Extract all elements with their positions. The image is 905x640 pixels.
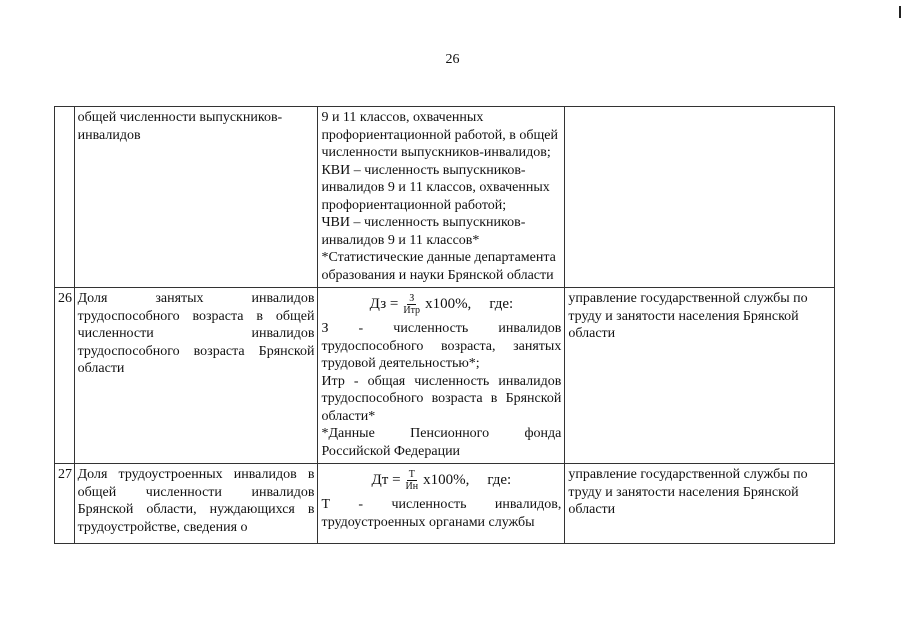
indicator-name: Доля трудоустроенных инвалидов в общей численности инвалидов Брянской области, нуждающихся в трудоустройстве, сведения о bbox=[77, 467, 315, 535]
formula-rhs: x100%, bbox=[425, 295, 472, 312]
formula-numerator: Т bbox=[408, 469, 415, 480]
formula bbox=[321, 293, 561, 316]
calc-line: Итр - общая численность инвалидов трудоспособного возраста в Брянской области* bbox=[321, 373, 562, 424]
row-number: 27 bbox=[58, 467, 72, 482]
page-number: 26 bbox=[445, 52, 460, 67]
indicator-name-cell bbox=[74, 288, 318, 464]
calc-line: 9 и 11 классов, охваченных профориентационной работой, в общей численности выпускников-инвалидов; bbox=[321, 110, 558, 160]
formula-lhs: Дз = bbox=[369, 295, 399, 312]
row-number-cell bbox=[55, 107, 75, 288]
calc-footnote: *Статистические данные департамента образования и науки Брянской области bbox=[321, 250, 556, 283]
indicator-name: Доля занятых инвалидов трудоспособного возраста в общей численности инвалидов трудоспособного возраста Брянской области bbox=[77, 291, 315, 376]
table-row-26 bbox=[55, 288, 835, 464]
calc-line: Т - численность инвалидов, трудоустроенных органами службы bbox=[321, 497, 562, 530]
responsible-cell bbox=[565, 464, 835, 544]
formula-numerator: З bbox=[409, 293, 415, 304]
calc-line: ЧВИ – численность выпускников-инвалидов 9 и 11 классов* bbox=[321, 215, 526, 248]
responsible-text: управление государственной службы по труду и занятости населения Брянской области bbox=[568, 467, 808, 517]
row-number-cell bbox=[55, 288, 75, 464]
calc-footnote: *Данные Пенсионного фонда Российской Федерации bbox=[321, 426, 562, 459]
table-row-27 bbox=[55, 464, 835, 544]
formula-fraction bbox=[404, 469, 421, 492]
formula-rhs: x100%, bbox=[423, 471, 470, 488]
formula-lhs: Дт = bbox=[371, 471, 401, 488]
indicator-name-cell bbox=[74, 464, 318, 544]
table-row-continuation bbox=[55, 107, 835, 288]
row-number-cell bbox=[55, 464, 75, 544]
calc-line: КВИ – численность выпускников-инвалидов 9 и 11 классов, охваченных профориентационной работой; bbox=[321, 162, 550, 213]
formula bbox=[321, 469, 561, 492]
indicator-name: общей численности выпускников-инвалидов bbox=[77, 110, 283, 143]
calculation-cell bbox=[318, 107, 565, 288]
calculation-cell bbox=[318, 288, 565, 464]
calculation-cell bbox=[318, 464, 565, 544]
scan-edge-mark bbox=[899, 6, 901, 18]
indicator-name-cell bbox=[74, 107, 318, 288]
row-number: 26 bbox=[58, 291, 72, 306]
responsible-cell bbox=[565, 107, 835, 288]
formula-denominator: Ин bbox=[405, 481, 419, 492]
formula-denominator: Итр bbox=[403, 305, 421, 316]
calc-line: З - численность инвалидов трудоспособного возраста, занятых трудовой деятельностью*; bbox=[321, 321, 562, 371]
formula-fraction bbox=[401, 293, 422, 316]
responsible-cell bbox=[565, 288, 835, 464]
formula-where: где: bbox=[487, 471, 512, 488]
formula-where: где: bbox=[489, 295, 514, 312]
indicators-table bbox=[54, 106, 835, 544]
responsible-text: управление государственной службы по труду и занятости населения Брянской области bbox=[568, 291, 808, 341]
